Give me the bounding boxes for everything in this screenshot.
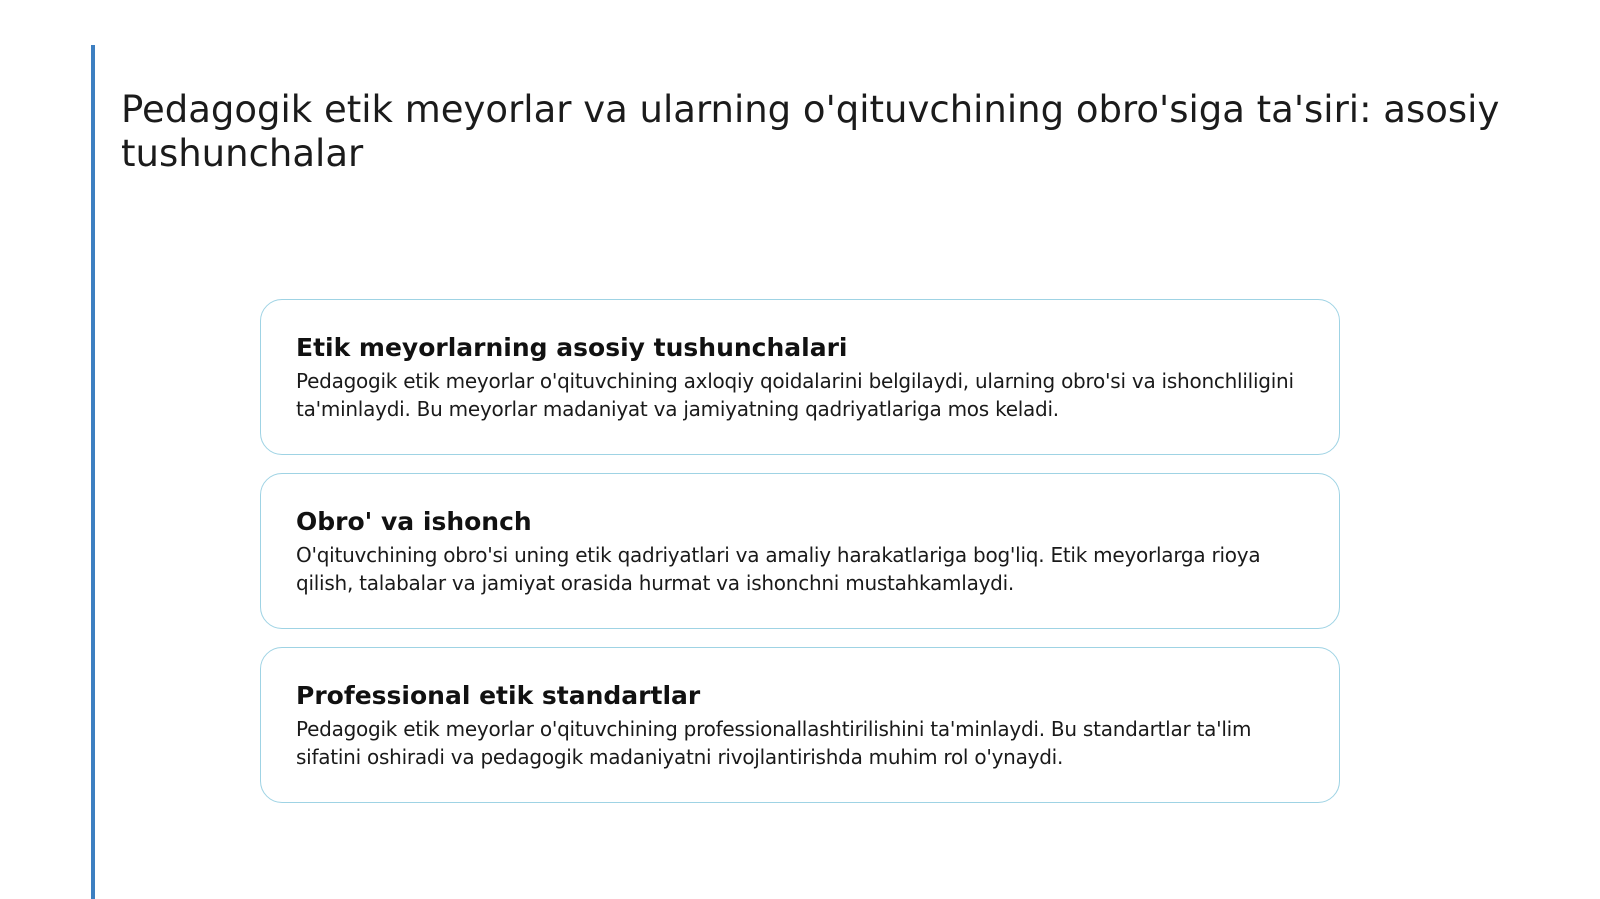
card-professional-standartlar — [260, 647, 1340, 803]
accent-bar — [91, 45, 95, 899]
card-title: Etik meyorlarning asosiy tushunchalari — [296, 333, 848, 362]
card-text: O'qituvchining obro'si uning etik qadriyatlari va amaliy harakatlariga bog'liq. Etik meyorlarga rioya qilish, talabalar va jamiyat orasida hurmat va ishonchni mustahkamlaydi. — [296, 543, 1261, 595]
card-text: Pedagogik etik meyorlar o'qituvchining axloqiy qoidalarini belgilaydi, ularning obro'si va ishonchliligini ta'minlaydi. Bu meyorlar madaniyat va jamiyatning qadriyatlariga mos keladi. — [296, 369, 1294, 421]
page-title: Pedagogik etik meyorlar va ularning o'qituvchining obro'siga ta'siri: asosiy tushunchalar — [121, 88, 1500, 175]
card-title: Obro' va ishonch — [296, 507, 532, 536]
card-list — [260, 299, 1340, 821]
card-title: Professional etik standartlar — [296, 681, 701, 710]
card-text: Pedagogik etik meyorlar o'qituvchining professionallashtirilishini ta'minlaydi. Bu standartlar ta'lim sifatini oshiradi va pedagogik madaniyatni rivojlantirishda muhim rol o'ynaydi. — [296, 717, 1252, 769]
card-etik-meyorlar — [260, 299, 1340, 455]
card-obro-ishonch — [260, 473, 1340, 629]
